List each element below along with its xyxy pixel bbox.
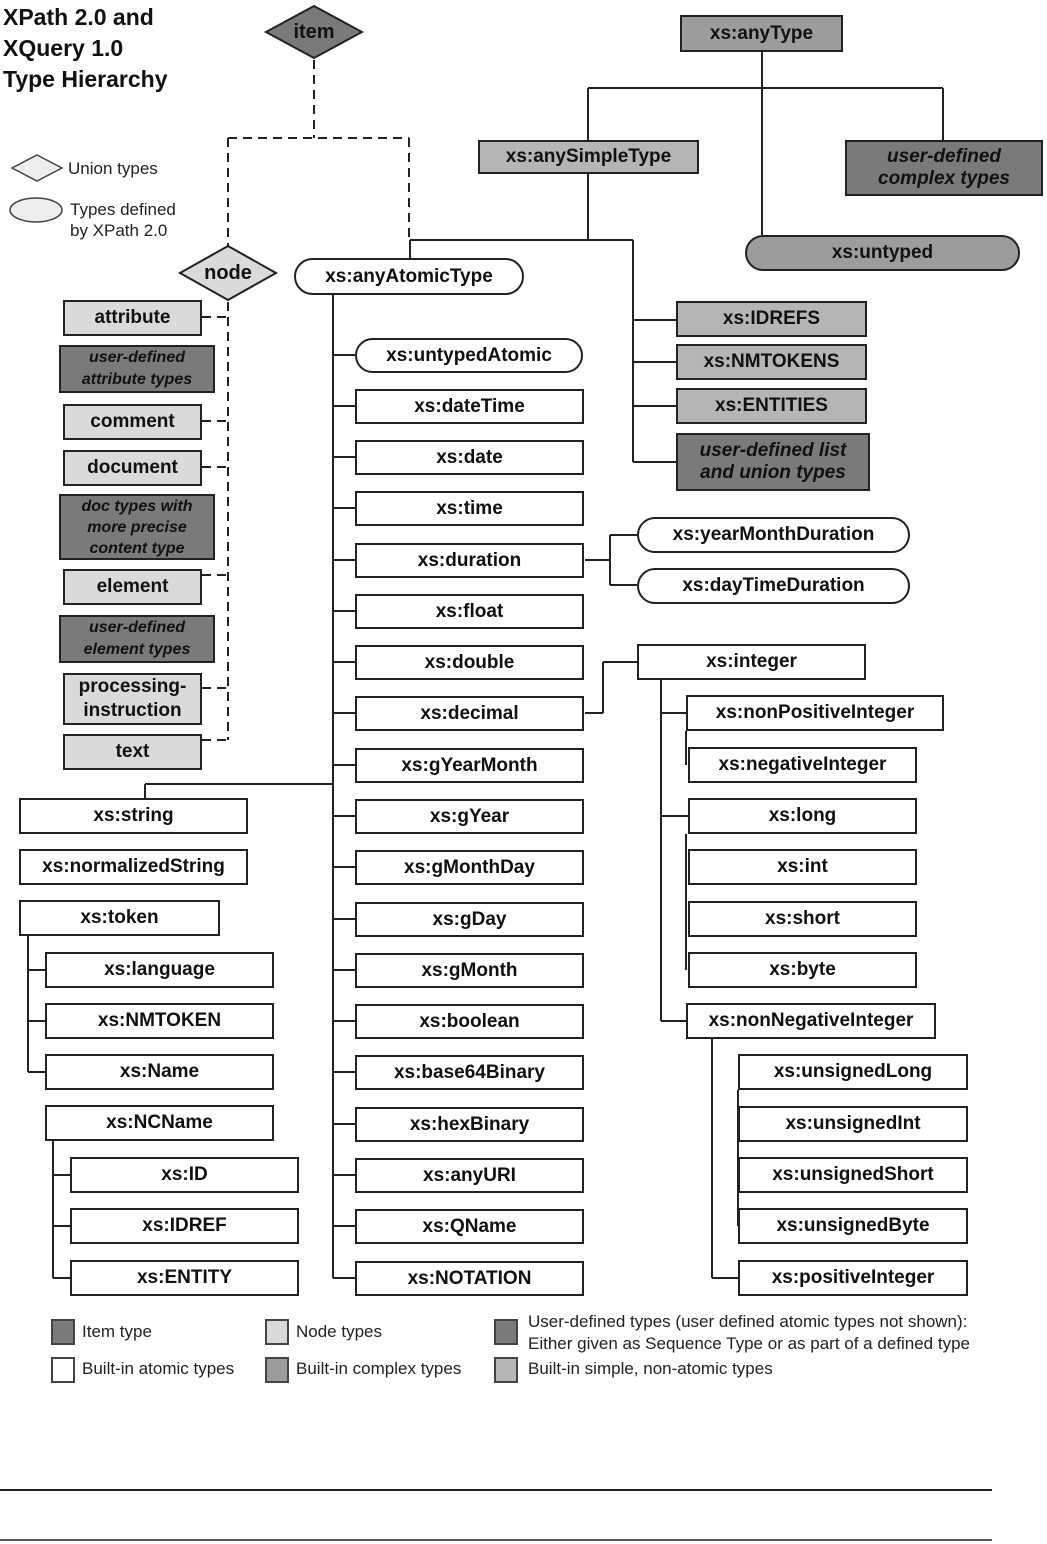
item-label: item [293, 21, 335, 43]
legend-simple-label: Built-in simple, non-atomic types [528, 1359, 773, 1378]
ud-element-box: user-defined element types [59, 615, 215, 663]
anytype-box: xs:anyType [680, 15, 843, 52]
notation-box: xs:NOTATION [355, 1261, 584, 1296]
legend-swatch-atomic [51, 1357, 75, 1383]
language-box: xs:language [45, 952, 274, 988]
name-box: xs:Name [45, 1054, 274, 1090]
text-box: text [63, 734, 202, 770]
long-box: xs:long [688, 798, 917, 834]
boolean-box: xs:boolean [355, 1004, 584, 1039]
legend-swatch-node [265, 1319, 289, 1345]
float-box: xs:float [355, 594, 584, 629]
yearmonthduration-box: xs:yearMonthDuration [637, 517, 910, 553]
element-box: element [63, 569, 202, 605]
legend-swatch-simple [494, 1357, 518, 1383]
id-box: xs:ID [70, 1157, 299, 1193]
legend-user-label: User-defined types (user defined atomic types not shown): Either given as Sequence Type or as part of a defined type [528, 1312, 970, 1353]
xpath-key-ellipse [10, 198, 62, 222]
ncname-box: xs:NCName [45, 1105, 274, 1141]
time-box: xs:time [355, 491, 584, 526]
nmtoken-box: xs:NMTOKEN [45, 1003, 274, 1039]
legend-atomic-label: Built-in atomic types [82, 1359, 235, 1378]
gyear-box: xs:gYear [355, 799, 584, 834]
unsignedbyte-box: xs:unsignedByte [738, 1208, 968, 1244]
datetime-box: xs:dateTime [355, 389, 584, 424]
entities-box: xs:ENTITIES [676, 388, 867, 424]
attribute-box: attribute [63, 300, 202, 336]
nonpositiveinteger-box: xs:nonPositiveInteger [686, 695, 944, 731]
date-box: xs:date [355, 440, 584, 475]
anyatomictype-box: xs:anyAtomicType [294, 258, 524, 295]
document-box: document [63, 450, 202, 486]
anyuri-box: xs:anyURI [355, 1158, 584, 1193]
gmonthday-box: xs:gMonthDay [355, 850, 584, 885]
comment-box: comment [63, 404, 202, 440]
union-key-diamond [12, 155, 62, 181]
legend-complex-label: Built-in complex types [296, 1359, 462, 1378]
doc-types-box: doc types with more precise content type [59, 494, 215, 560]
gday-box: xs:gDay [355, 902, 584, 937]
duration-box: xs:duration [355, 543, 584, 578]
byte-box: xs:byte [688, 952, 917, 988]
base64binary-box: xs:base64Binary [355, 1055, 584, 1090]
idrefs-box: xs:IDREFS [676, 301, 867, 337]
processing-instruction-box: processing- instruction [63, 673, 202, 725]
qname-box: xs:QName [355, 1209, 584, 1244]
node-label: node [204, 262, 252, 284]
entity-box: xs:ENTITY [70, 1260, 299, 1296]
anysimpletype-box: xs:anySimpleType [478, 140, 699, 174]
key-xpath-label: Types defined by XPath 2.0 [70, 200, 176, 240]
legend-item-label: Item type [82, 1322, 152, 1341]
hexbinary-box: xs:hexBinary [355, 1107, 584, 1142]
user-complex-box: user-defined complex types [845, 140, 1043, 196]
diagram-title: XPath 2.0 and XQuery 1.0 Type Hierarchy [3, 4, 168, 92]
negativeinteger-box: xs:negativeInteger [688, 747, 917, 783]
normalizedstring-box: xs:normalizedString [19, 849, 248, 885]
string-box: xs:string [19, 798, 248, 834]
integer-box: xs:integer [637, 644, 866, 680]
key-union-label: Union types [68, 159, 158, 178]
token-box: xs:token [19, 900, 220, 936]
nonnegativeinteger-box: xs:nonNegativeInteger [686, 1003, 936, 1039]
decimal-box: xs:decimal [355, 696, 584, 731]
nmtokens-box: xs:NMTOKENS [676, 344, 867, 380]
double-box: xs:double [355, 645, 584, 680]
gmonth-box: xs:gMonth [355, 953, 584, 988]
user-list-union-box: user-defined list and union types [676, 433, 870, 491]
unsignedshort-box: xs:unsignedShort [738, 1157, 968, 1193]
untypedatomic-box: xs:untypedAtomic [355, 338, 583, 373]
unsignedlong-box: xs:unsignedLong [738, 1054, 968, 1090]
idref-box: xs:IDREF [70, 1208, 299, 1244]
legend-swatch-complex [265, 1357, 289, 1383]
positiveinteger-box: xs:positiveInteger [738, 1260, 968, 1296]
legend-swatch-item [51, 1319, 75, 1345]
short-box: xs:short [688, 901, 917, 937]
unsignedint-box: xs:unsignedInt [738, 1106, 968, 1142]
legend-node-label: Node types [296, 1322, 382, 1341]
legend-swatch-user [494, 1319, 518, 1345]
gyearmonth-box: xs:gYearMonth [355, 748, 584, 783]
ud-attribute-box: user-defined attribute types [59, 345, 215, 393]
daytimeduration-box: xs:dayTimeDuration [637, 568, 910, 604]
int-box: xs:int [688, 849, 917, 885]
untyped-box: xs:untyped [745, 235, 1020, 271]
